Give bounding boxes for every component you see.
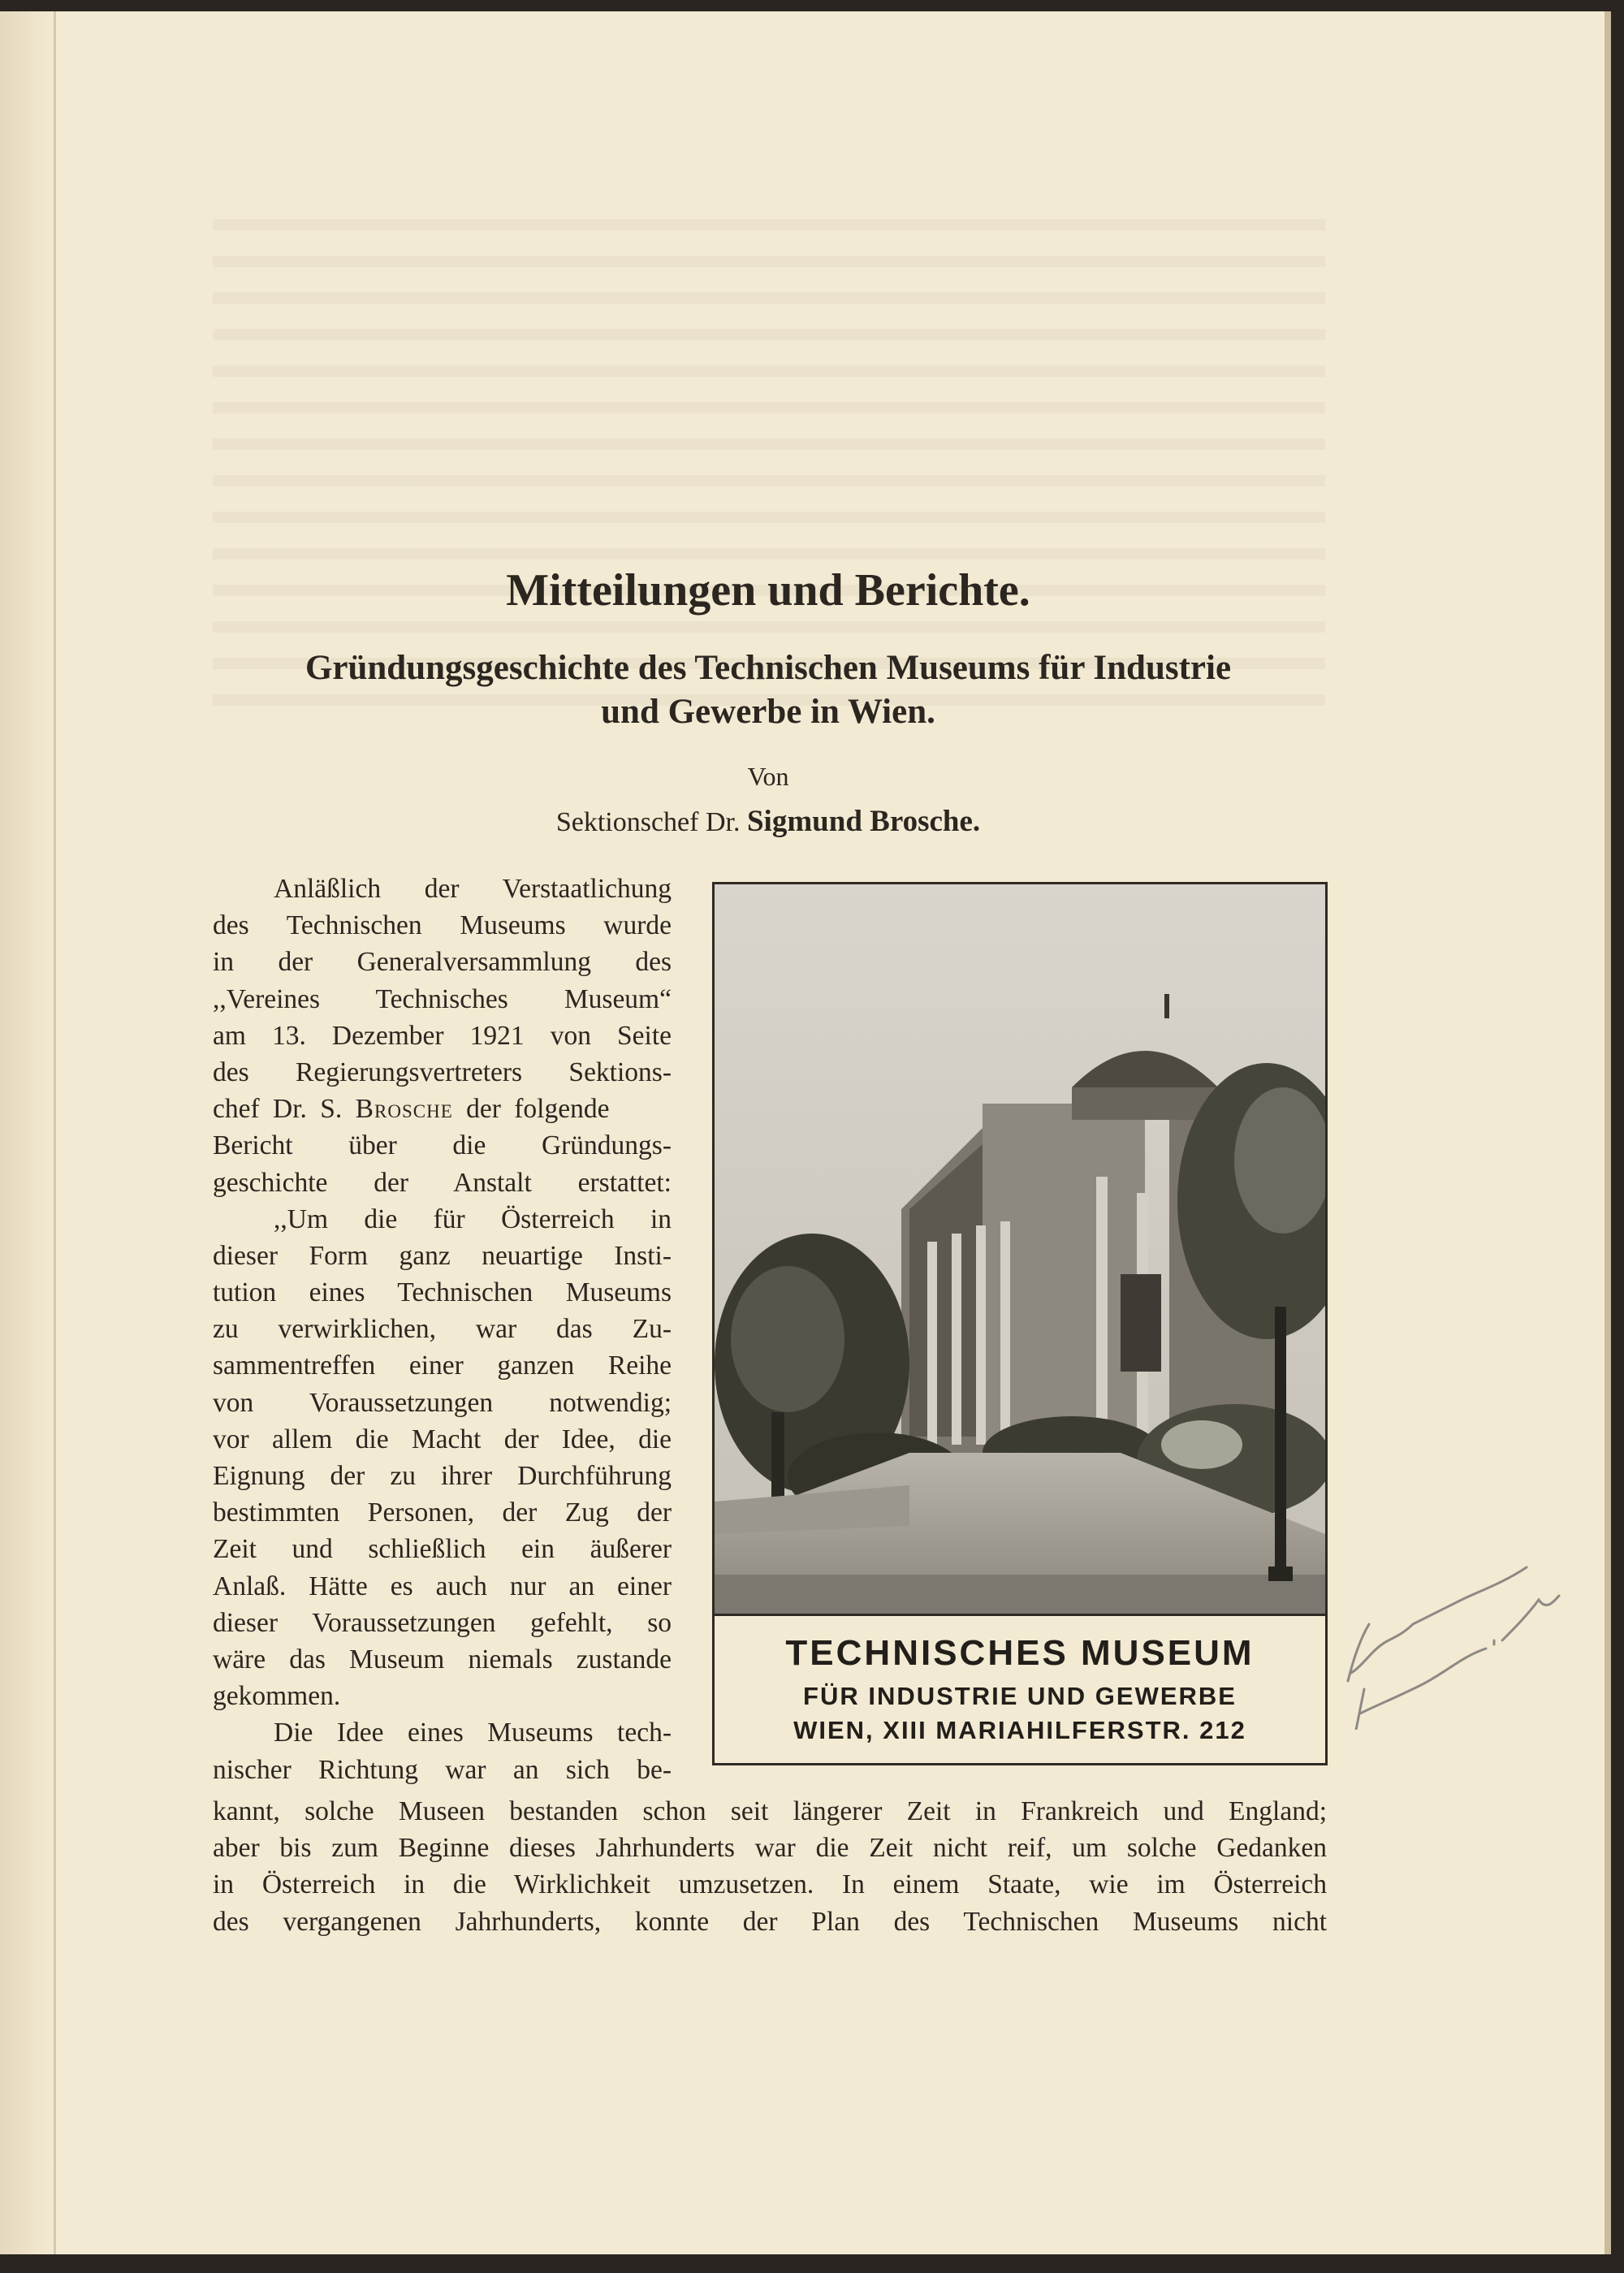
text-line: in der Generalversammlung des [213, 947, 672, 978]
text-segment: der folgende [466, 1094, 610, 1125]
text-line: zu verwirklichen, war das Zu- [213, 1314, 672, 1345]
text-line: tution eines Technischen Museums [213, 1277, 672, 1308]
text-line: des Technischen Museums wurde [213, 910, 672, 941]
caption-line-2: FÜR INDUSTRIE UND GEWERBE [803, 1682, 1237, 1710]
text-line: in Österreich in die Wirklichkeit umzusetzen. In einem Staate, wie im Österreich [213, 1869, 1327, 1900]
handwritten-pencil-note [1340, 1551, 1583, 1730]
text-line: bestimmten Personen, der Zug der [213, 1497, 672, 1528]
text-line: des Regierungsvertreters Sektions- [213, 1057, 672, 1087]
author-line [0, 804, 1536, 839]
full-width-text [213, 1793, 1327, 1940]
show-through-text [213, 219, 1325, 723]
text-line: kannt, solche Museen bestanden schon seit längerer Zeit in Frankreich und England; [213, 1796, 1327, 1826]
left-column [213, 871, 672, 1788]
text-line: dieser Voraussetzungen gefehlt, so [213, 1607, 672, 1638]
caption-line-1: TECHNISCHES MUSEUM [785, 1633, 1255, 1673]
text-line: Die Idee eines Museums tech- [274, 1718, 672, 1748]
text-line: Anlaß. Hätte es auch nur an einer [213, 1571, 672, 1601]
text-line: Zeit und schließlich ein äußerer [213, 1534, 672, 1565]
text-line: aber bis zum Beginne dieses Jahrhunderts war die Zeit nicht reif, um solche Gedanken [213, 1833, 1327, 1864]
page-fold [54, 11, 56, 2254]
page-left-edge [0, 11, 57, 2254]
text-line [213, 1091, 672, 1127]
article-title-line-2: und Gewerbe in Wien. [601, 693, 935, 731]
text-segment: chef Dr. S. [213, 1094, 343, 1125]
section-title: Mitteilungen und Berichte. [506, 565, 1030, 616]
author-prefix: Sektionschef Dr. [555, 807, 741, 837]
byline-von: Von [747, 762, 789, 791]
text-line: ,,Um die für Österreich in [274, 1203, 672, 1234]
museum-photo [715, 884, 1325, 1616]
text-line: am 13. Dezember 1921 von Seite [213, 1020, 672, 1051]
text-line: gekommen. [213, 1681, 341, 1712]
text-line: vor allem die Macht der Idee, die [213, 1424, 672, 1454]
article-title-line-1: Gründungsgeschichte des Technischen Museums für Industrie [304, 649, 1232, 687]
text-line: Bericht über die Gründungs- [213, 1130, 672, 1161]
text-line: ,,Vereines Technisches Museum“ [213, 983, 672, 1014]
caption-line-3: WIEN, XIII MARIAHILFERSTR. 212 [793, 1716, 1246, 1744]
text-line: wäre das Museum niemals zustande [213, 1644, 672, 1675]
text-line: dieser Form ganz neuartige Insti- [213, 1240, 672, 1271]
text-line: nischer Richtung war an sich be- [213, 1754, 672, 1785]
museum-figure [712, 882, 1328, 1765]
text-line: Anläßlich der Verstaatlichung [274, 874, 672, 904]
text-line: sammentreffen einer ganzen Reihe [213, 1350, 672, 1381]
text-line: Eignung der zu ihrer Durchführung [213, 1461, 672, 1491]
author-name: Sigmund Brosche. [746, 805, 981, 838]
text-line: geschichte der Anstalt erstattet: [213, 1167, 672, 1198]
text-line: von Voraussetzungen notwendig; [213, 1387, 672, 1418]
page-right-edge [1605, 11, 1611, 2254]
author-smallcaps: Brosche [355, 1094, 453, 1125]
text-line: des vergangenen Jahrhunderts, konnte der Plan des Technischen Museums nicht [213, 1906, 1327, 1937]
